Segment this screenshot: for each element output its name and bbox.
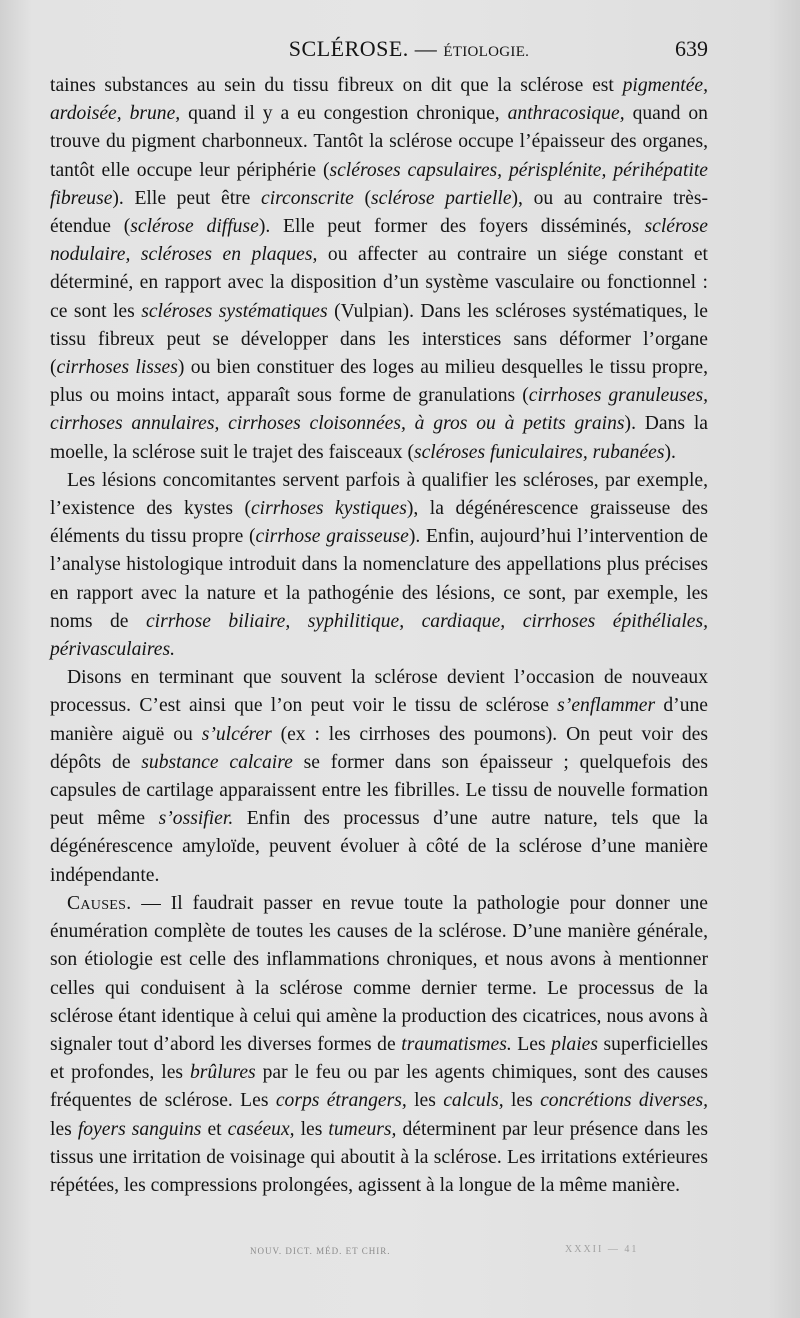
text-run: les [294, 1118, 329, 1140]
paragraph [50, 890, 708, 1200]
text-run: (ex : les cirrhoses des poumons). On peut voir des dépôts de [50, 723, 708, 773]
body-text [50, 72, 708, 1200]
italic-term: cirrhose graisseuse [255, 526, 409, 548]
text-run: ). Elle peut former des foyers disséminés, [258, 216, 645, 238]
italic-term: foyers sanguins [77, 1118, 202, 1140]
text-run: d’une manière aiguë ou [50, 695, 709, 745]
italic-term: plaies [551, 1033, 598, 1055]
text-run: et [201, 1118, 228, 1140]
italic-term: cirrhoses lisses [56, 357, 178, 379]
italic-term: scléroses systématiques [141, 300, 328, 322]
text-run: ) ou bien constituer des loges au milieu desquelles le tissu propre, plus ou moins intact, apparaît sous forme de granulations ( [50, 357, 708, 407]
text-run: ). Elle peut être [112, 187, 261, 209]
page-header [50, 36, 708, 70]
italic-term: sclérose diffuse [130, 216, 259, 238]
paragraph [50, 664, 708, 890]
text-run: les [503, 1090, 541, 1112]
italic-term: scléroses capsulaires, périsplénite, périhépatite fibreuse [50, 159, 708, 209]
text-run: quand il y a eu congestion chronique, [180, 103, 508, 125]
text-run: taines substances au sein du tissu fibreux on dit que la sclérose est [50, 75, 623, 96]
printer-signature: NOUV. DICT. MÉD. ET CHIR. [250, 1246, 391, 1256]
text-run: Enfin des processus d’une autre nature, tels que la dégénérescence amyloïde, peuvent évoluer à côté de la sclérose d’une manière indépendante. [50, 808, 709, 886]
italic-term: corps étrangers, [275, 1090, 407, 1112]
text-run: ). Dans la moelle, la sclérose suit le trajet des faisceaux ( [50, 413, 708, 463]
text-run: Disons en terminant que souvent la sclérose devient l’occasion de nouveaux processus. C’est ainsi que l’on peut voir le tissu de sclérose [50, 667, 708, 717]
italic-term: calculs, [443, 1090, 504, 1112]
italic-term: cirrhoses granuleuses, cirrhoses annulaires, cirrhoses cloisonnées, à gros ou à petits grains [50, 385, 708, 435]
text-run: ). Enfin, aujourd’hui l’intervention de l’analyse histologique introduit dans la nomenclature des appellations plus précises en rapport avec la nature et la pathogénie des lésions, ce sont, par exemple, les noms de [50, 526, 708, 632]
italic-term: traumatismes. [401, 1033, 512, 1055]
text-run: superficielles et profondes, les [50, 1033, 709, 1084]
italic-term: cirrhose biliaire, syphilitique, cardiaque, cirrhoses épithéliales, périvasculaires. [50, 610, 709, 661]
text-run: se former dans son épaisseur ; quelquefois des capsules de cartilage apparaissent entre les fibrilles. Le tissu de nouvelle formation peut même [50, 751, 708, 830]
italic-term: concrétions diverses, [540, 1090, 708, 1112]
section-label: Causes. [67, 892, 132, 914]
text-run: ( [353, 187, 372, 209]
text-run: les [406, 1090, 444, 1112]
running-head [50, 36, 708, 62]
text-run: ou affecter au contraire un siége constant et déterminé, en rapport avec la disposition d’un système vasculaire ou fonctionnel : ce sont les [50, 244, 709, 322]
paragraph [50, 72, 708, 467]
text-run: ). [664, 441, 676, 463]
text-run: Les [511, 1033, 552, 1055]
text-run: déterminent par leur présence dans les tissus une irritation de voisinage qui aboutit à la sclérose. Les irritations extérieures répétées, les compressions prolongées, agissent à la longue de la même manière. [50, 1118, 708, 1196]
italic-term: caséeux, [227, 1118, 295, 1140]
text-run: les [50, 1118, 78, 1140]
running-head-subtitle: ÉTIOLOGIE. [443, 44, 530, 60]
italic-term: sclérose nodulaire, scléroses en plaques, [50, 216, 708, 266]
italic-term: circonscrite [261, 187, 354, 209]
italic-term: s’ulcérer [201, 723, 272, 745]
sheet-mark: XXXII — 41 [565, 1244, 639, 1255]
italic-term: substance calcaire [141, 751, 293, 773]
italic-term: s’ossifier. [158, 808, 234, 830]
text-run: Les lésions concomitantes servent parfois à qualifier les scléroses, par exemple, l’existence des kystes ( [50, 469, 708, 520]
italic-term: anthracosique, [507, 103, 625, 125]
italic-term: pigmentée, ardoisée, brune, [50, 75, 708, 125]
text-run: ), la dégénérescence graisseuse des éléments du tissu propre ( [50, 498, 708, 548]
italic-term: cirrhoses kystiques [250, 498, 407, 520]
italic-term: tumeurs, [328, 1118, 397, 1140]
text-run: — Il faudrait passer en revue toute la pathologie pour donner une énumération complète de toutes les causes de la sclérose. D’une manière générale, son étiologie est celle des inflammations chroniques, et nous avons à mentionner celles qui conduisent à la sclérose comme dernier terme. Le processus de la sclérose étant identique à celui qui amène la production des cicatrices, nous avons à signaler tout d’abord les diverses formes de [50, 892, 708, 1055]
running-head-title: SCLÉROSE. — [288, 36, 438, 61]
italic-term: sclérose partielle [371, 187, 512, 209]
text-run: ), ou au contraire très-étendue ( [50, 187, 708, 238]
text-run: par le feu ou par les agents chimiques, sont des causes fréquentes de sclérose. Les [50, 1062, 708, 1112]
page-number: 639 [675, 36, 708, 61]
italic-term: scléroses funiculaires, rubanées [413, 441, 665, 463]
italic-term: brûlures [189, 1062, 256, 1084]
text-run: (Vulpian). Dans les scléroses systématiques, le tissu fibreux peut se développer dans les interstices sans déformer l’organe ( [50, 300, 708, 379]
text-run: quand on trouve du pigment charbonneux. Tantôt la sclérose occupe l’épaisseur des organes, tantôt elle occupe leur périphérie ( [50, 103, 708, 181]
paragraph [50, 467, 708, 664]
italic-term: s’enflammer [557, 695, 656, 717]
